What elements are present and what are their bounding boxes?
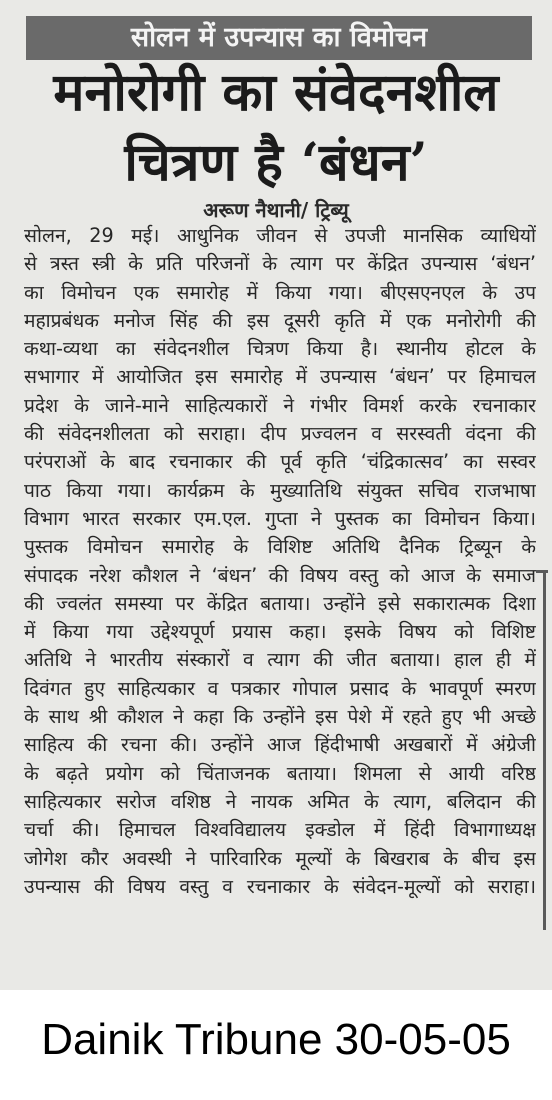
article-line: दिवंगत हुए साहित्यकार व पत्रकार गोपाल प्रसाद के भावपूर्ण स्मरण xyxy=(24,676,536,700)
article-line: का विमोचन एक समारोह में किया गया। बीएसएनएल के उप xyxy=(24,280,536,304)
article-line: से त्रस्त स्त्री के प्रति परिजनों के त्याग पर केंद्रित उपन्यास ‘बंधन’ xyxy=(24,252,536,276)
article-line: चर्चा की। हिमाचल विश्वविद्यालय इक्डोल में हिंदी विभागाध्यक्ष xyxy=(24,818,536,842)
article-line: की ज्वलंत समस्या पर केंद्रित बताया। उन्होंने इसे सकारात्मक दिशा xyxy=(24,591,536,615)
article-line: संपादक नरेश कौशल ने ‘बंधन’ की विषय वस्तु को आज के समाज xyxy=(24,563,536,587)
article-line: की संवेदनशीलता को सराहा। दीप प्रज्वलन व सरस्वती वंदना की xyxy=(24,422,536,446)
article-line: में किया गया उद्देश्यपूर्ण प्रयास कहा। इसके विषय को विशिष्ट xyxy=(24,620,536,644)
article-line: विभाग भारत सरकार एम.एल. गुप्ता ने पुस्तक का विमोचन किया। xyxy=(24,506,536,530)
byline: अरूण नैथानी/ ट्रिब्यू xyxy=(203,198,349,222)
source-caption: Dainik Tribune 30-05-05 xyxy=(41,1015,511,1064)
article-line: कथा-व्यथा का संवेदनशील चित्रण किया है। स्थानीय होटल के xyxy=(24,337,536,361)
article-line: जोगेश कौर अवस्थी ने पारिवारिक मूल्यों के बिखराब के बीच इस xyxy=(24,846,536,870)
article-line: के साथ श्री कौशल ने कहा कि उन्होंने इस पेशे में रहते हुए भी अच्छे xyxy=(24,705,536,729)
column-rule xyxy=(543,570,546,930)
column-rule-cap xyxy=(536,570,548,573)
article-line: पाठ किया गया। कार्यक्रम के मुख्यातिथि संयुक्त सचिव राजभाषा xyxy=(24,478,536,502)
kicker-banner: सोलन में उपन्यास का विमोचन xyxy=(26,16,532,60)
article-line: साहित्य की रचना की। उन्होंने आज हिंदीभाषी अखबारों में अंग्रेजी xyxy=(24,733,536,757)
article-line: पुस्तक विमोचन समारोह के विशिष्ट अतिथि दैनिक ट्रिब्यून के xyxy=(24,535,536,559)
article-line: सोलन, 29 मई। आधुनिक जीवन से उपजी मानसिक व्याधियों xyxy=(24,224,536,247)
article-line: अतिथि ने भारतीय संस्कारों व त्याग की जीत बताया। हाल ही में xyxy=(24,648,536,672)
article-line: साहित्यकार सरोज वशिष्ठ ने नायक अमित के त्याग, बलिदान की xyxy=(24,789,536,813)
article-line: उपन्यास की विषय वस्तु व रचनाकार के संवेदन-मूल्यों को सराहा। xyxy=(24,874,536,898)
headline-line-1: मनोरोगी का संवेदनशील xyxy=(53,62,499,123)
article-line: महाप्रबंधक मनोज सिंह की इस दूसरी कृति में एक मनोरोगी की xyxy=(24,308,536,332)
article-line: सभागार में आयोजित इस समारोह में उपन्यास ‘बंधन’ पर हिमाचल xyxy=(24,365,536,389)
headline-line-2: चित्रण है ‘बंधन’ xyxy=(124,132,428,193)
article-body xyxy=(24,222,536,901)
article-line: के बढ़ते प्रयोग को चिंताजनक बताया। शिमला से आयी वरिष्ठ xyxy=(24,761,536,785)
article-line: परंपराओं के बाद रचनाकार की पूर्व कृति ‘चंद्रिकात्सव’ का सस्वर xyxy=(24,450,536,474)
article-line: प्रदेश के जाने-माने साहित्यकारों ने गंभीर विमर्श करके रचनाकार xyxy=(24,393,536,417)
